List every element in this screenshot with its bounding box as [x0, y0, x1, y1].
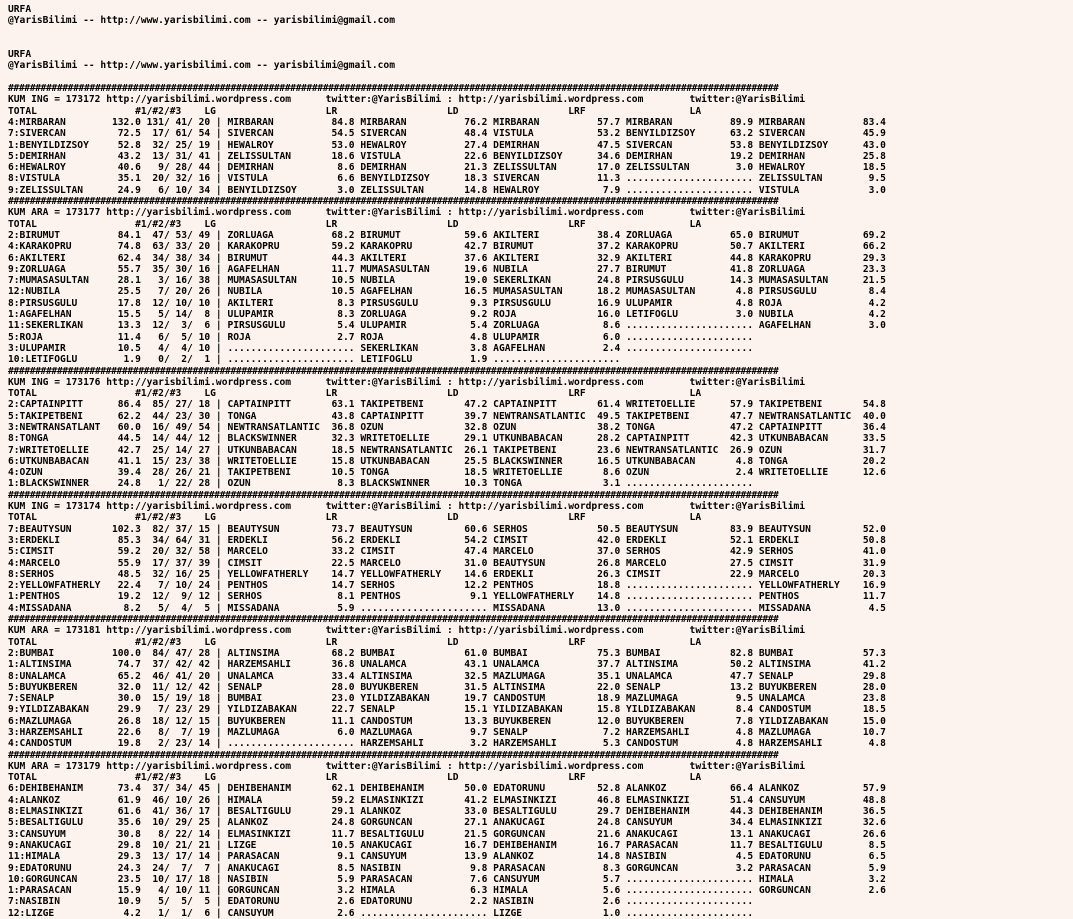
horse-row: 12:NUBILA 25.5 7/ 20/ 26 | NUBILA 10.5 AGAFELHAN 16.5 MUMASASULTAN 18.2 MUMASASULTAN 4.8 PIRSUSGULU 8.4	[8, 286, 886, 298]
horse-row: 9:ANAKUCAGI 29.8 10/ 21/ 21 | LIZGE 10.5 ANAKUCAGI 16.7 DEHIBEHANIM 16.7 PARASACAN 11.7 BESALTIGULU 8.5	[8, 839, 886, 851]
horse-row: 5:CIMSIT 59.2 20/ 32/ 58 | MARCELO 33.2 CIMSIT 47.4 MARCELO 37.0 SERHOS 42.9 SERHOS 41.0	[8, 546, 886, 558]
blank-line	[8, 38, 1070, 49]
horse-row: 7:BEAUTYSUN 102.3 82/ 37/ 15 | BEAUTYSUN 73.7 BEAUTYSUN 60.6 SERHOS 50.5 BEAUTYSUN 83.9 BEAUTYSUN 52.0	[8, 523, 886, 535]
horse-row: 11:HIMALA 29.3 13/ 17/ 14 | PARASACAN 9.1 CANSUYUM 13.9 ALANKOZ 14.8 NASIBIN 4.5 EDATORUNU 6.5	[8, 851, 886, 863]
credit-line: @YarisBilimi -- http://www.yarisbilimi.com -- yarisbilimi@gmail.com	[8, 15, 395, 27]
race-block	[8, 614, 1070, 750]
horse-row: 6:HEWALROY 40.6 9/ 28/ 44 | DEMIRHAN 8.6 DEMIRHAN 21.3 ZELISSULTAN 17.0 ZELISSULTAN 3.0 HEWALROY 18.5	[8, 162, 886, 174]
horse-row: 8:TONGA 44.5 14/ 44/ 12 | BLACKSWINNER 32.3 WRITETOELLIE 29.1 UTKUNBABACAN 28.2 CAPTAINPITT 42.3 UTKUNBABACAN 33.5	[8, 433, 886, 445]
race-title: KUM ARA = 173179 http://yarisbilimi.wordpress.com twitter:@YarisBilimi : http://yarisbilimi.wordpress.com twitter:@YarisBilimi	[8, 760, 806, 772]
separator-line: ##############################################################################################################################################	[8, 196, 779, 208]
horse-row: 5:BUYUKBEREN 32.0 11/ 12/ 42 | SENALP 28.0 BUYUKBEREN 31.5 ALTINSIMA 22.0 SENALP 13.2 BUYUKBEREN 28.0	[8, 681, 886, 693]
credit-line: @YarisBilimi -- http://www.yarisbilimi.com -- yarisbilimi@gmail.com	[8, 60, 395, 72]
horse-row: 5:BESALTIGULU 35.6 10/ 29/ 25 | ALANKOZ 24.8 GORGUNCAN 27.1 ANAKUCAGI 24.8 CANSUYUM 34.4 ELMASINKIZI 32.6	[8, 817, 886, 829]
horse-row: 8:PIRSUSGULU 17.8 12/ 10/ 10 | AKILTERI 8.3 PIRSUSGULU 9.3 PIRSUSGULU 16.9 ULUPAMIR 4.8 ROJA 4.2	[8, 297, 886, 309]
horse-row: 1:PENTHOS 19.2 12/ 9/ 12 | SERHOS 8.1 PENTHOS 9.1 YELLOWFATHERLY 14.8 ...................... PENTHOS 11.7	[8, 591, 886, 603]
column-header: TOTAL #1/#2/#3 LG LR LD LRF LA	[8, 636, 702, 648]
separator-line: ##############################################################################################################################################	[8, 749, 779, 761]
horse-row: 6:UTKUNBABACAN 41.1 15/ 23/ 38 | WRITETOELLIE 15.8 UTKUNBABACAN 25.5 BLACKSWINNER 16.5 UTKUNBABACAN 4.8 TONGA 20.2	[8, 455, 886, 467]
separator-line: ##############################################################################################################################################	[8, 365, 779, 377]
race-block	[8, 83, 1070, 196]
horse-row: 1:PARASACAN 15.9 4/ 10/ 11 | GORGUNCAN 3.2 HIMALA 6.3 HIMALA 5.6 ...................... GORGUNCAN 2.6	[8, 885, 886, 897]
horse-row: 4:MISSADANA 8.2 5/ 4/ 5 | MISSADANA 5.9 ...................... MISSADANA 13.0 ...................... MISSADANA 4.5	[8, 602, 886, 614]
horse-row: 2:BUMBAI 100.0 84/ 47/ 28 | ALTINSIMA 68.2 BUMBAI 61.0 BUMBAI 75.3 BUMBAI 82.8 BUMBAI 57.3	[8, 647, 886, 659]
race-block	[8, 750, 1070, 919]
horse-row: 6:MAZLUMAGA 26.8 18/ 12/ 15 | BUYUKBEREN 11.1 CANDOSTUM 13.3 BUYUKBEREN 12.0 BUYUKBEREN 7.8 YILDIZABAKAN 15.0	[8, 715, 886, 727]
separator-line: ##############################################################################################################################################	[8, 489, 779, 501]
city-heading: URFA	[8, 49, 32, 61]
horse-row: 3:ULUPAMIR 10.5 4/ 4/ 10 | ...................... SEKERLIKAN 3.8 AGAFELHAN 2.4 ......................	[8, 342, 754, 354]
column-header: TOTAL #1/#2/#3 LG LR LD LRF LA	[8, 105, 702, 117]
horse-row: 12:LIZGE 4.2 1/ 1/ 6 | CANSUYUM 2.6 ...................... LIZGE 1.0 ......................	[8, 907, 754, 919]
race-block	[8, 196, 1070, 365]
race-stats-document	[8, 4, 1070, 919]
city-heading: URFA	[8, 4, 32, 15]
column-header: TOTAL #1/#2/#3 LG LR LD LRF LA	[8, 218, 702, 230]
race-block	[8, 490, 1070, 614]
horse-row: 7:WRITETOELLIE 42.7 25/ 14/ 27 | UTKUNBABACAN 18.5 NEWTRANSATLANTIC 26.1 TAKIPETBENI 23.6 NEWTRANSATLANTIC 26.9 OZUN 31.7	[8, 444, 886, 456]
horse-row: 9:EDATORUNU 24.3 24/ 7/ 7 | ANAKUCAGI 8.5 NASIBIN 9.8 PARASACAN 8.3 GORGUNCAN 3.2 PARASACAN 5.9	[8, 862, 886, 874]
column-header: TOTAL #1/#2/#3 LG LR LD LRF LA	[8, 512, 702, 524]
horse-row: 9:ZELISSULTAN 24.9 6/ 10/ 34 | BENYILDIZSOY 3.0 ZELISSULTAN 14.8 HEWALROY 7.9 ...................... VISTULA 3.0	[8, 184, 886, 196]
horse-row: 5:TAKIPETBENI 62.2 44/ 23/ 30 | TONGA 43.8 CAPTAINPITT 39.7 NEWTRANSATLANTIC 49.5 TAKIPETBENI 47.7 NEWTRANSATLANTIC 40.0	[8, 410, 886, 422]
horse-row: 4:ALANKOZ 61.9 46/ 10/ 26 | HIMALA 59.2 ELMASINKIZI 41.2 ELMASINKIZI 46.8 ELMASINKIZI 51.4 CANSUYUM 48.8	[8, 794, 886, 806]
separator-line: ##############################################################################################################################################	[8, 614, 779, 626]
blank-line	[8, 72, 1070, 83]
horse-row: 10:LETIFOGLU 1.9 0/ 2/ 1 | ...................... LETIFOGLU 1.9 ......................	[8, 354, 621, 366]
column-header: TOTAL #1/#2/#3 LG LR LD LRF LA	[8, 772, 702, 784]
horse-row: 5:DEMIRHAN 43.2 13/ 31/ 41 | ZELISSULTAN 18.6 VISTULA 22.6 BENYILDIZSOY 34.6 DEMIRHAN 19.2 DEMIRHAN 25.8	[8, 150, 886, 162]
race-title: KUM ING = 173172 http://yarisbilimi.wordpress.com twitter:@YarisBilimi : http://yarisbilimi.wordpress.com twitter:@YarisBilimi	[8, 94, 806, 106]
horse-row: 10:GORGUNCAN 23.5 10/ 17/ 18 | NASIBIN 5.9 PARASACAN 7.6 CANSUYUM 5.7 ...................... HIMALA 3.2	[8, 873, 886, 885]
horse-row: 1:BLACKSWINNER 24.8 1/ 22/ 28 | OZUN 8.3 BLACKSWINNER 10.3 TONGA 3.1 ......................	[8, 478, 754, 490]
horse-row: 8:VISTULA 35.1 20/ 32/ 16 | VISTULA 6.6 BENYILDIZSOY 18.3 SIVERCAN 11.3 ...................... ZELISSULTAN 9.5	[8, 173, 886, 185]
horse-row: 2:YELLOWFATHERLY 22.4 7/ 10/ 24 | PENTHOS 14.7 SERHOS 12.2 PENTHOS 18.8 ...................... YELLOWFATHERLY 16.9	[8, 580, 886, 592]
horse-row: 8:SERHOS 48.5 32/ 16/ 25 | YELLOWFATHERLY 14.7 YELLOWFATHERLY 14.6 ERDEKLI 26.3 CIMSIT 22.9 MARCELO 20.3	[8, 568, 886, 580]
race-blocks	[8, 83, 1070, 919]
horse-row: 1:ALTINSIMA 74.7 37/ 42/ 42 | HARZEMSAHLI 36.8 UNALAMCA 43.1 UNALAMCA 37.7 ALTINSIMA 50.2 ALTINSIMA 41.2	[8, 659, 886, 671]
horse-row: 9:YILDIZABAKAN 29.9 7/ 23/ 29 | YILDIZABAKAN 22.7 SENALP 15.1 YILDIZABAKAN 15.8 YILDIZABAKAN 8.4 CANDOSTUM 18.5	[8, 704, 886, 716]
horse-row: 1:AGAFELHAN 15.5 5/ 14/ 8 | ULUPAMIR 8.3 ZORLUAGA 9.2 ROJA 16.0 LETIFOGLU 3.0 NUBILA 4.2	[8, 309, 886, 321]
horse-row: 11:SEKERLIKAN 13.3 12/ 3/ 6 | PIRSUSGULU 5.4 ULUPAMIR 5.4 ZORLUAGA 8.6 ...................... AGAFELHAN 3.0	[8, 320, 886, 332]
horse-row: 4:OZUN 39.4 28/ 26/ 21 | TAKIPETBENI 10.5 TONGA 18.5 WRITETOELLIE 8.6 OZUN 2.4 WRITETOELLIE 12.6	[8, 467, 886, 479]
race-block	[8, 366, 1070, 490]
horse-row: 3:HARZEMSAHLI 22.6 8/ 7/ 19 | MAZLUMAGA 6.0 MAZLUMAGA 9.7 SENALP 7.2 HARZEMSAHLI 4.8 MAZLUMAGA 10.7	[8, 727, 886, 738]
horse-row: 2:BIRUMUT 84.1 47/ 53/ 49 | ZORLUAGA 68.2 BIRUMUT 59.6 AKILTERI 38.4 ZORLUAGA 65.0 BIRUMUT 69.2	[8, 229, 886, 241]
horse-row: 3:NEWTRANSATLANT 60.0 16/ 49/ 54 | NEWTRANSATLANTIC 36.8 OZUN 32.8 OZUN 38.2 TONGA 47.2 CAPTAINPITT 36.4	[8, 421, 886, 433]
horse-row: 8:ELMASINKIZI 61.6 41/ 36/ 17 | BESALTIGULU 29.1 ALANKOZ 33.0 BESALTIGULU 29.7 DEHIBEHANIM 44.3 DEHIBEHANIM 36.5	[8, 806, 886, 818]
horse-row: 9:ZORLUAGA 55.7 35/ 30/ 16 | AGAFELHAN 11.7 MUMASASULTAN 19.6 NUBILA 27.7 BIRUMUT 41.8 ZORLUAGA 23.3	[8, 263, 886, 275]
horse-row: 7:SENALP 30.0 15/ 19/ 18 | BUMBAI 23.0 YILDIZABAKAN 19.7 CANDOSTUM 18.9 MAZLUMAGA 9.5 UNALAMCA 23.8	[8, 693, 886, 705]
race-title: KUM ING = 173174 http://yarisbilimi.wordpress.com twitter:@YarisBilimi : http://yarisbilimi.wordpress.com twitter:@YarisBilimi	[8, 501, 806, 513]
horse-row: 1:BENYILDIZSOY 52.8 32/ 25/ 19 | HEWALROY 53.0 HEWALROY 27.4 DEMIRHAN 47.5 SIVERCAN 53.8 BENYILDIZSOY 43.0	[8, 139, 886, 151]
horse-row: 7:SIVERCAN 72.5 17/ 61/ 54 | SIVERCAN 54.5 SIVERCAN 48.4 VISTULA 53.2 BENYILDIZSOY 63.2 SIVERCAN 45.9	[8, 128, 886, 140]
horse-row: 6:AKILTERI 62.4 34/ 38/ 34 | BIRUMUT 44.3 AKILTERI 37.6 AKILTERI 32.9 AKILTERI 44.8 KARAKOPRU 29.3	[8, 252, 886, 264]
blank-line	[8, 27, 1070, 38]
horse-row: 2:CAPTAINPITT 86.4 85/ 27/ 18 | CAPTAINPITT 63.1 TAKIPETBENI 47.2 CAPTAINPITT 61.4 WRITETOELLIE 57.9 TAKIPETBENI 54.8	[8, 399, 886, 411]
race-title: KUM ARA = 173177 http://yarisbilimi.wordpress.com twitter:@YarisBilimi : http://yarisbilimi.wordpress.com twitter:@YarisBilimi	[8, 207, 806, 219]
race-title: KUM ING = 173176 http://yarisbilimi.wordpress.com twitter:@YarisBilimi : http://yarisbilimi.wordpress.com twitter:@YarisBilimi	[8, 376, 806, 388]
horse-row: 3:ERDEKLI 85.3 34/ 64/ 31 | ERDEKLI 56.2 ERDEKLI 54.2 CIMSIT 42.0 ERDEKLI 52.1 ERDEKLI 50.8	[8, 534, 886, 546]
separator-line: ##############################################################################################################################################	[8, 83, 779, 95]
horse-row: 6:DEHIBEHANIM 73.4 37/ 34/ 45 | DEHIBEHANIM 62.1 DEHIBEHANIM 50.0 EDATORUNU 52.8 ALANKOZ 66.4 ALANKOZ 57.9	[8, 783, 886, 795]
horse-row: 8:UNALAMCA 65.2 46/ 41/ 20 | UNALAMCA 33.4 ALTINSIMA 32.5 MAZLUMAGA 35.1 UNALAMCA 47.7 SENALP 29.8	[8, 670, 886, 682]
horse-row: 4:CANDOSTUM 19.8 2/ 23/ 14 | ...................... HARZEMSAHLI 3.2 HARZEMSAHLI 5.3 CANDOSTUM 4.8 HARZEMSAHLI 4.8	[8, 738, 886, 750]
race-title: KUM ARA = 173181 http://yarisbilimi.wordpress.com twitter:@YarisBilimi : http://yarisbilimi.wordpress.com twitter:@YarisBilimi	[8, 625, 806, 637]
horse-row: 7:MUMASASULTAN 28.1 3/ 16/ 38 | MUMASASULTAN 10.5 NUBILA 19.0 SEKERLIKAN 24.8 PIRSUSGULU 14.3 MUMASASULTAN 21.5	[8, 275, 886, 287]
horse-row: 4:MARCELO 55.9 17/ 37/ 39 | CIMSIT 22.5 MARCELO 31.0 BEAUTYSUN 26.8 MARCELO 27.5 CIMSIT 31.9	[8, 557, 886, 569]
column-header: TOTAL #1/#2/#3 LG LR LD LRF LA	[8, 388, 702, 400]
horse-row: 7:NASIBIN 10.9 5/ 5/ 5 | EDATORUNU 2.6 EDATORUNU 2.2 NASIBIN 2.6 ......................	[8, 896, 754, 908]
horse-row: 3:CANSUYUM 30.8 8/ 22/ 14 | ELMASINKIZI 11.7 BESALTIGULU 21.5 GORGUNCAN 21.6 ANAKUCAGI 13.1 ANAKUCAGI 26.6	[8, 828, 886, 840]
horse-row: 5:ROJA 11.4 6/ 5/ 10 | ROJA 2.7 ROJA 4.8 ULUPAMIR 6.0 ......................	[8, 331, 754, 343]
horse-row: 4:KARAKOPRU 74.8 63/ 33/ 20 | KARAKOPRU 59.2 KARAKOPRU 42.7 BIRUMUT 37.2 KARAKOPRU 50.7 AKILTERI 66.2	[8, 241, 886, 253]
horse-row: 4:MIRBARAN 132.0 131/ 41/ 20 | MIRBARAN 84.8 MIRBARAN 76.2 MIRBARAN 57.7 MIRBARAN 89.9 MIRBARAN 83.4	[8, 116, 886, 128]
